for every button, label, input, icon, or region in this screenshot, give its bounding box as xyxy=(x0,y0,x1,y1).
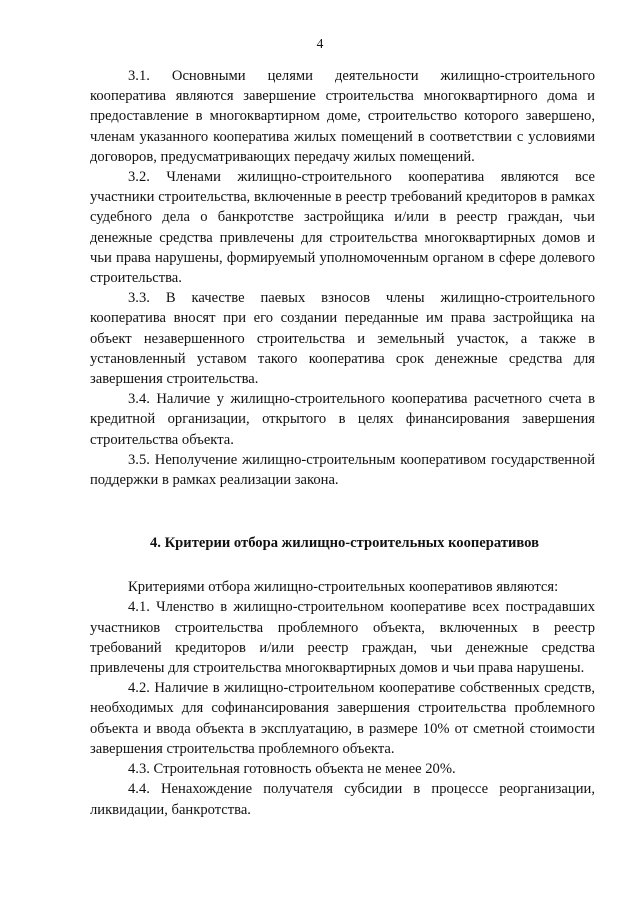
paragraph-3-3: 3.3. В качестве паевых взносов члены жилищно-строительного кооператива вносят при его создании переданные им права застройщика на объект незавершенного строительства и земельный участок, а также в установленный уставом такого кооператива срок денежные средства для завершения строительства. xyxy=(90,290,595,388)
paragraph-3-5: 3.5. Неполучение жилищно-строительным кооперативом государственной поддержки в рамках реализации закона. xyxy=(90,451,595,489)
page-number: 4 xyxy=(316,36,324,51)
paragraph-3-1: 3.1. Основными целями деятельности жилищно-строительного кооператива являются завершение строительства многоквартирного дома и предоставление в многоквартирном доме, строительство которого завершено, членам указанного кооператива жилых помещений в соответствии с условиями договоров, предусматривающих передачу жилых помещений. xyxy=(90,68,595,165)
document-body xyxy=(90,66,595,820)
section-spacer xyxy=(90,553,595,577)
paragraph-3-2: 3.2. Членами жилищно-строительного кооператива являются все участники строительства, включенные в реестр требований кредиторов в рамках судебного дела о банкротстве застройщика и/или в реестр граждан, чьи денежные средства привлечены для строительства многоквартирных домов и чьи права нарушены, формируемый уполномоченным органом в сфере долевого строительства. xyxy=(90,169,595,287)
paragraph-4-1: 4.1. Членство в жилищно-строительном кооперативе всех пострадавших участников строительства проблемного объекта, включенных в реестр требований кредиторов и/или реестр граждан, чьи денежные средства привлечены для строительства многоквартирных домов и чьи права нарушены. xyxy=(90,599,595,677)
section-4-heading: 4. Критерии отбора жилищно-строительных кооперативов xyxy=(150,535,539,552)
paragraph-4-4: 4.4. Ненахождение получателя субсидии в процессе реорганизации, ликвидации, банкротства. xyxy=(90,781,595,818)
section-4-intro: Критериями отбора жилищно-строительных кооперативов являются: xyxy=(128,579,559,596)
section-spacer xyxy=(90,490,595,533)
paragraph-3-4: 3.4. Наличие у жилищно-строительного кооператива расчетного счета в кредитной организации, открытого в целях финансирования завершения строительства объекта. xyxy=(90,391,595,448)
paragraph-4-3: 4.3. Строительная готовность объекта не менее 20%. xyxy=(128,761,456,778)
paragraph-4-2: 4.2. Наличие в жилищно-строительном кооперативе собственных средств, необходимых для софинансирования завершения строительства проблемного объекта и ввода объекта в эксплуатацию, в размере 10% от сметной стоимости завершения строительства проблемного объекта. xyxy=(90,680,595,757)
